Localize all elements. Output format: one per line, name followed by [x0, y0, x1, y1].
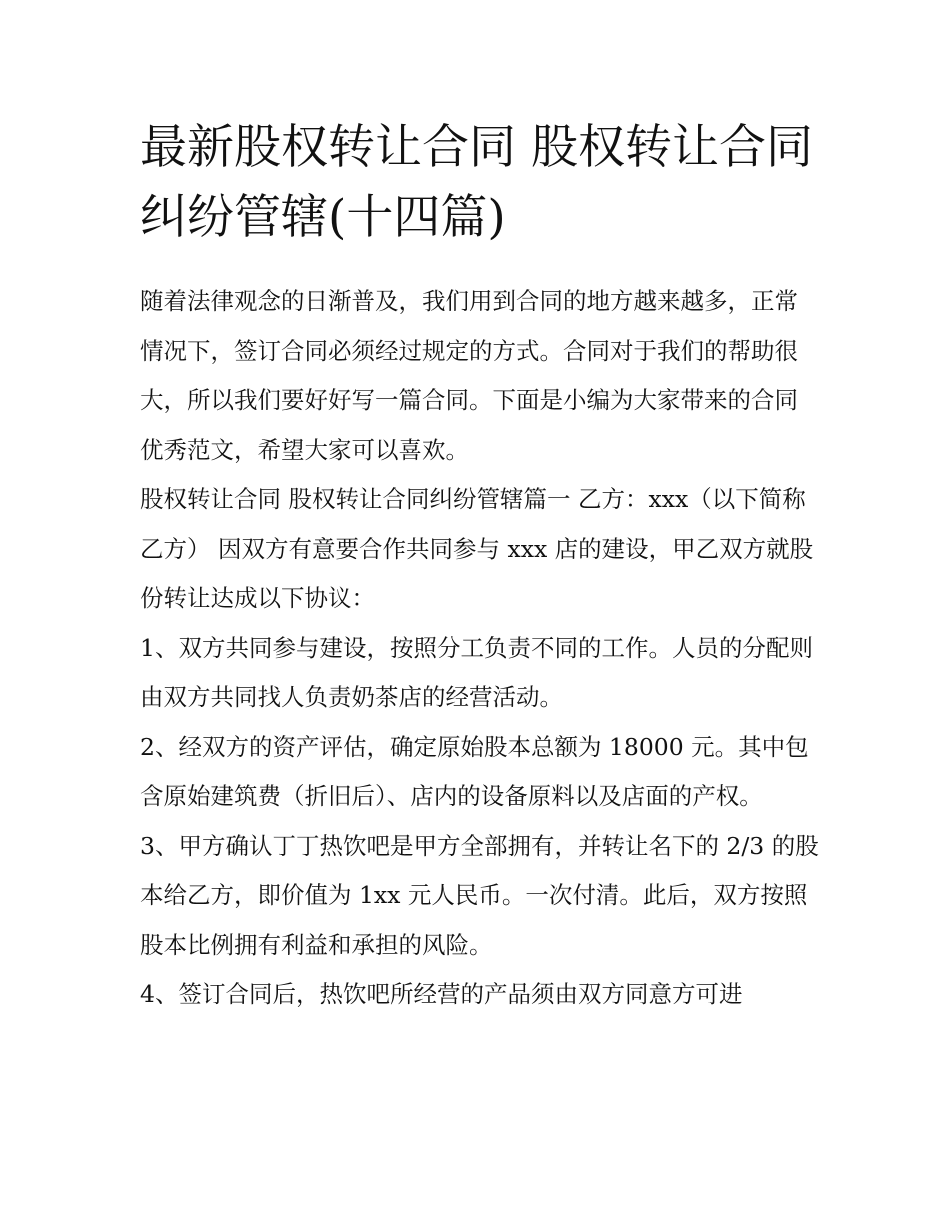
document-body [140, 277, 820, 1020]
document-title: 最新股权转让合同 股权转让合同纠纷管辖(十四篇) [140, 120, 813, 245]
paragraph-intro: 随着法律观念的日渐普及，我们用到合同的地方越来越多，正常情况下，签订合同必须经过规定的方式。合同对于我们的帮助很大，所以我们要好好写一篇合同。下面是小编为大家带来的合同优秀范文，希望大家可以喜欢。 [140, 287, 798, 464]
paragraph-clause-2: 2、经双方的资产评估，确定原始股本总额为 18000 元。其中包含原始建筑费（折旧后）、店内的设备原料以及店面的产权。 [140, 732, 809, 810]
paragraph-clause-4: 4、签订合同后，热饮吧所经营的产品须由双方同意方可进 [140, 980, 743, 1008]
paragraph-clause-1: 1、双方共同参与建设，按照分工负责不同的工作。人员的分配则由双方共同找人负责奶茶店的经营活动。 [140, 633, 813, 711]
paragraph-contract-heading: 股权转让合同 股权转让合同纠纷管辖篇一 乙方：xxx（以下简称乙方） 因双方有意要合作共同参与 xxx 店的建设，甲乙双方就股份转让达成以下协议： [140, 485, 814, 612]
paragraph-clause-3: 3、甲方确认丁丁热饮吧是甲方全部拥有，并转让名下的 2/3 的股本给乙方，即价值为 1xx 元人民币。一次付清。此后，双方按照股本比例拥有利益和承担的风险。 [140, 831, 819, 959]
